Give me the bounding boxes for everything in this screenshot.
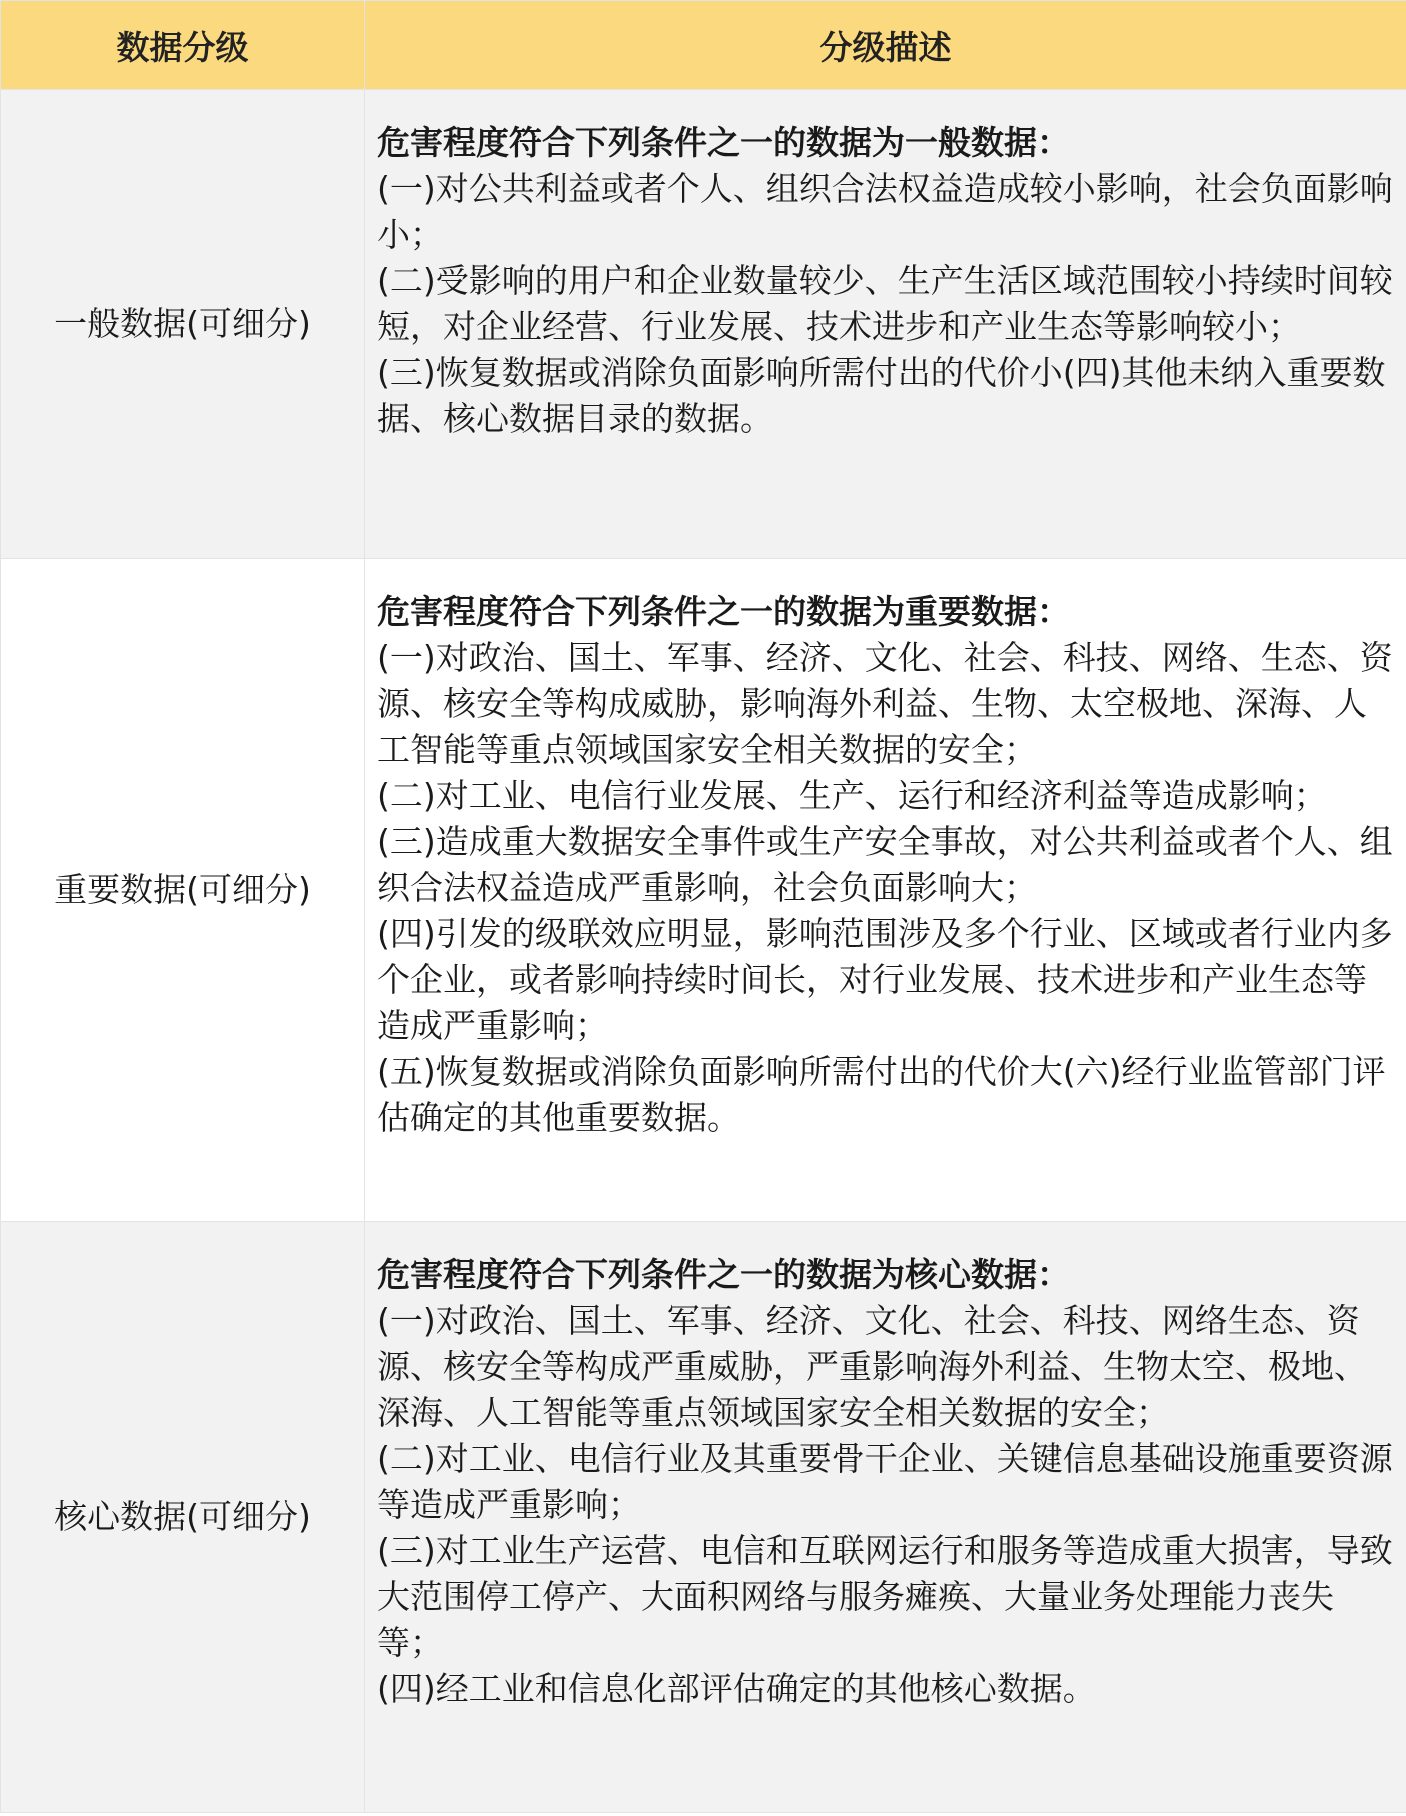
description-item: (二)对工业、电信行业发展、生产、运行和经济利益等造成影响；: [377, 776, 1327, 815]
description-item: (二)对工业、电信行业及其重要骨干企业、关键信息基础设施重要资源等造成严重影响；: [377, 1439, 1393, 1524]
description-item: (三)恢复数据或消除负面影响所需付出的代价小(四)其他未纳入重要数据、核心数据目录的数据。: [377, 353, 1386, 438]
description-item: (三)造成重大数据安全事件或生产安全事故，对公共利益或者个人、组织合法权益造成严重影响，社会负面影响大；: [377, 822, 1393, 907]
description-item: (一)对政治、国土、军事、经济、文化、社会、科技、网络生态、资源、核安全等构成严重威胁，严重影响海外利益、生物太空、极地、深海、人工智能等重点领域国家安全相关数据的安全；: [377, 1301, 1367, 1432]
description-cell: [365, 559, 1406, 1222]
description-item: (一)对公共利益或者个人、组织合法权益造成较小影响，社会负面影响小；: [377, 169, 1393, 254]
header-description: 分级描述: [365, 1, 1406, 90]
description-item: (三)对工业生产运营、电信和互联网运行和服务等造成重大损害，导致大范围停工停产、大面积网络与服务瘫痪、大量业务处理能力丧失等；: [377, 1531, 1393, 1662]
description-item: (四)经工业和信息化部评估确定的其他核心数据。: [377, 1669, 1096, 1708]
level-cell: 一般数据(可细分): [1, 90, 365, 559]
description-item: (五)恢复数据或消除负面影响所需付出的代价大(六)经行业监管部门评估确定的其他重要数据。: [377, 1052, 1386, 1137]
description-item: (四)引发的级联效应明显，影响范围涉及多个行业、区域或者行业内多个企业，或者影响持续时间长，对行业发展、技术进步和产业生态等造成严重影响；: [377, 914, 1393, 1045]
description-intro: 危害程度符合下列条件之一的数据为核心数据：: [377, 1255, 1070, 1294]
description-item: (一)对政治、国土、军事、经济、文化、社会、科技、网络、生态、资源、核安全等构成威胁，影响海外利益、生物、太空极地、深海、人工智能等重点领域国家安全相关数据的安全；: [377, 638, 1393, 769]
level-cell: 重要数据(可细分): [1, 559, 365, 1222]
description-intro: 危害程度符合下列条件之一的数据为一般数据：: [377, 123, 1070, 162]
table-row: [1, 1222, 1406, 1813]
description-cell: [365, 90, 1406, 559]
level-cell: 核心数据(可细分): [1, 1222, 365, 1813]
header-level: 数据分级: [1, 1, 365, 90]
description-intro: 危害程度符合下列条件之一的数据为重要数据：: [377, 592, 1070, 631]
description-cell: [365, 1222, 1406, 1813]
table-row: [1, 90, 1406, 559]
table-row: [1, 559, 1406, 1222]
description-item: (二)受影响的用户和企业数量较少、生产生活区域范围较小持续时间较短，对企业经营、行业发展、技术进步和产业生态等影响较小；: [377, 261, 1393, 346]
table-header-row: [1, 1, 1406, 90]
